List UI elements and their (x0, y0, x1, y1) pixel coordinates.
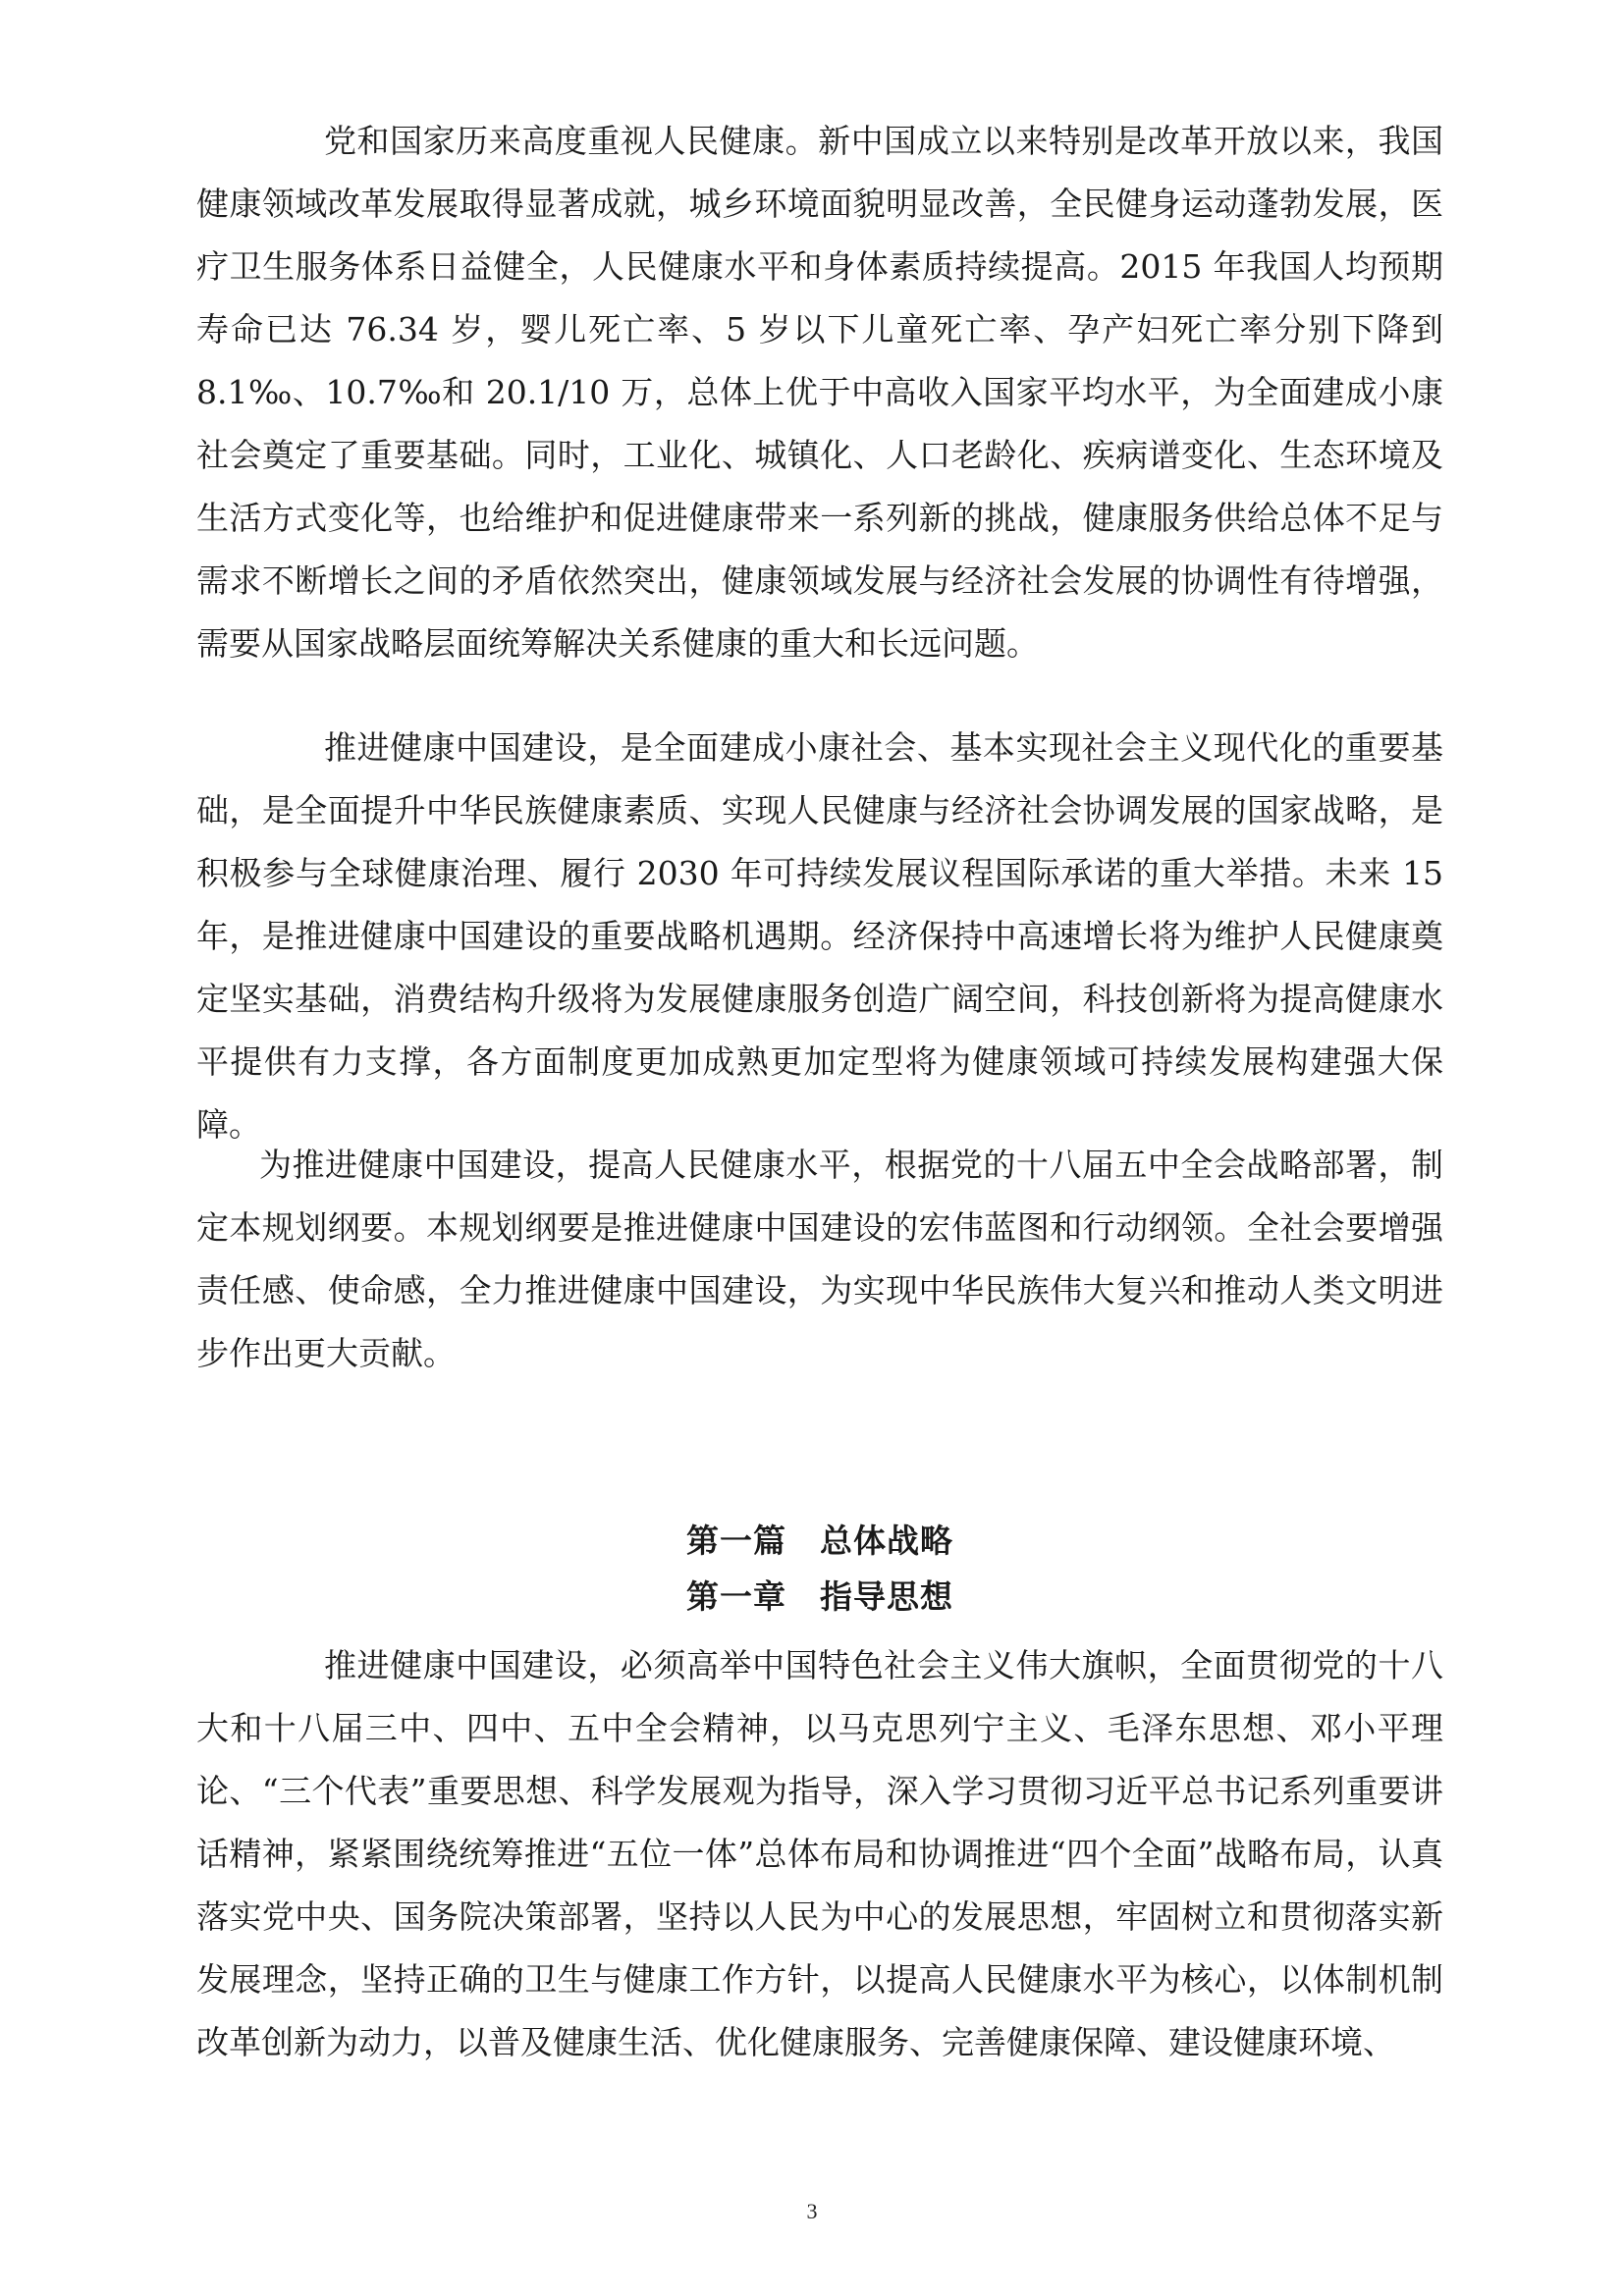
part-title: 总体战略 (820, 1522, 953, 1560)
page-number: 3 (806, 2199, 818, 2223)
intro-paragraph-3: 为推进健康中国建设，提高人民健康水平，根据党的十八届五中全会战略部署，制定本规划纲要。本规划纲要是推进健康中国建设的宏伟蓝图和行动纲领。全社会要增强责任感、使命感，全力推进健康中国建设，为实现中华民族伟大复兴和推动人类文明进步作出更大贡献。 (196, 1146, 1443, 1372)
part-heading (196, 1517, 1443, 1566)
intro-paragraph-1: 党和国家历来高度重视人民健康。新中国成立以来特别是改革开放以来，我国健康领域改革发展取得显著成就，城乡环境面貌明显改善，全民健身运动蓬勃发展，医疗卫生服务体系日益健全，人民健康水平和身体素质持续提高。2015 年我国人均预期寿命已达 76.34 岁，婴儿死亡率、5 岁以下儿童死亡率、孕产妇死亡率分别下降到 8.1‰、10.7‰和 20.1/10 万，总体上优于中高收入国家平均水平，为全面建成小康社会奠定了重要基础。同时，工业化、城镇化、人口老龄化、疾病谱变化、生态环境及生活方式变化等，也给维护和促进健康带来一系列新的挑战，健康服务供给总体不足与需求不断增长之间的矛盾依然突出，健康领域发展与经济社会发展的协调性有待增强，需要从国家战略层面统筹解决关系健康的重大和长远问题。 (196, 122, 1443, 663)
intro-paragraph-2: 推进健康中国建设，是全面建成小康社会、基本实现社会主义现代化的重要基础，是全面提升中华民族健康素质、实现人民健康与经济社会协调发展的国家战略，是积极参与全球健康治理、履行 2030 年可持续发展议程国际承诺的重大举措。未来 15 年，是推进健康中国建设的重要战略机遇期。经济保持中高速增长将为维护人民健康奠定坚实基础，消费结构升级将为发展健康服务创造广阔空间，科技创新将为提高健康水平提供有力支撑，各方面制度更加成熟更加定型将为健康领域可持续发展构建强大保障。 (196, 728, 1443, 1144)
chapter-number: 第一章 (686, 1577, 786, 1616)
chapter-title: 指导思想 (820, 1577, 953, 1616)
chapter-heading (196, 1573, 1443, 1622)
chapter-paragraph: 推进健康中国建设，必须高举中国特色社会主义伟大旗帜，全面贯彻党的十八大和十八届三中、四中、五中全会精神，以马克思列宁主义、毛泽东思想、邓小平理论、“三个代表”重要思想、科学发展观为指导，深入学习贯彻习近平总书记系列重要讲话精神，紧紧围绕统筹推进“五位一体”总体布局和协调推进“四个全面”战略布局，认真落实党中央、国务院决策部署，坚持以人民为中心的发展思想，牢固树立和贯彻落实新发展理念，坚持正确的卫生与健康工作方针，以提高人民健康水平为核心，以体制机制改革创新为动力，以普及健康生活、优化健康服务、完善健康保障、建设健康环境、 (196, 1646, 1443, 2061)
part-number: 第一篇 (686, 1522, 786, 1560)
